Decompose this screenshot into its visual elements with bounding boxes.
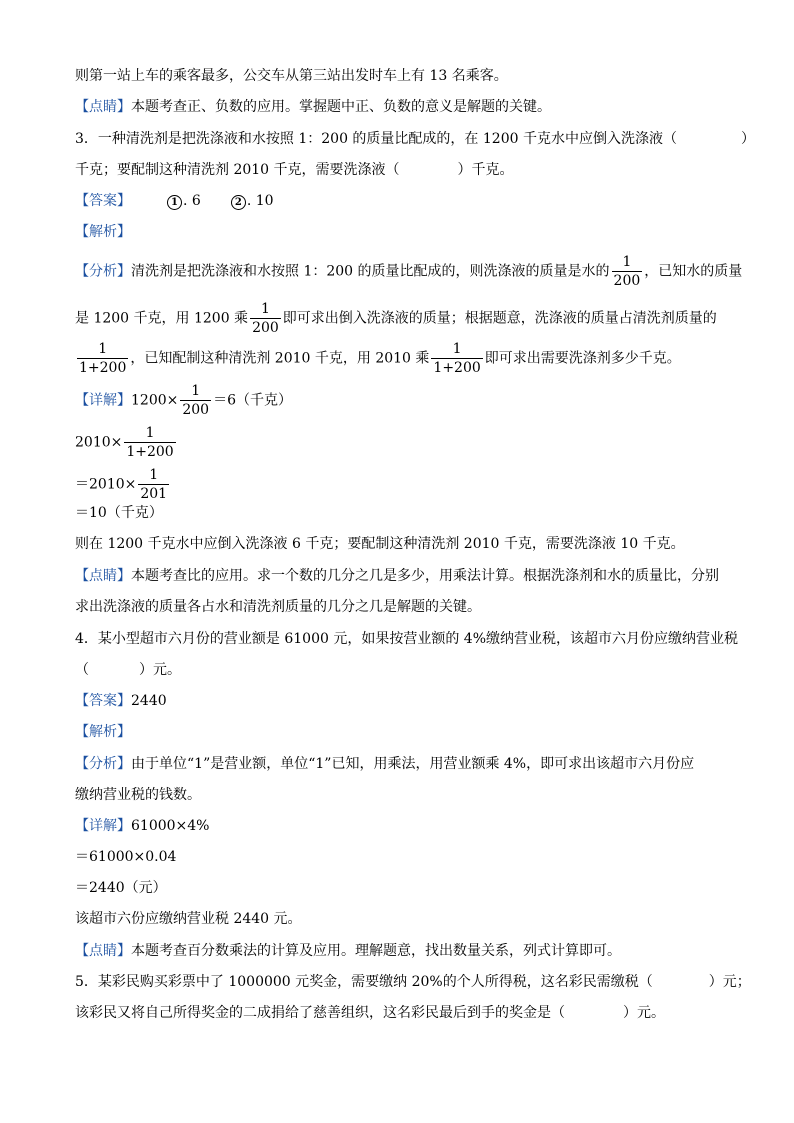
circled-number: 2 [231, 195, 246, 210]
fenxi-q3-line3: $\frac{1}{1+200}$ ，已知配制这种清洗剂 2010 千克，用 2010 乘 $\frac{1}{1+200}$ 即可求出需要洗涤剂多少千克。 [79, 341, 681, 376]
question-4-line1: 4．某小型超市六月份的营业额是 61000 元，如果按营业额的 4%缴纳营业税，该超市六月份应缴纳营业税 [75, 631, 739, 647]
conclusion-q3: 则在 1200 千克水中应倒入洗涤液 6 千克；要配制这种清洗剂 2010 千克，需要洗涤液 10 千克。 [75, 536, 685, 552]
fenxi-q3-line1: 【分析】清洗剂是把洗涤液和水按照 1：200 的质量比配成的，则洗涤液的质量是水的 $\frac{1}{200}$ ，已知水的质量 [75, 254, 743, 289]
answer-q4: 【答案】2440 [75, 693, 167, 709]
question-5-line1: 5．某彩民购买彩票中了 1000000 元奖金，需要缴纳 20%的个人所得税，这名彩民需缴税（ ）元； [75, 974, 751, 990]
fenxi-tag: 【分析】 [75, 263, 131, 280]
fraction: $\frac{1}{201}$ [140, 467, 168, 502]
answer-q3: 【答案】 1 . 6 2 . 10 [75, 193, 274, 209]
fenxi-tag: 【分析】 [75, 756, 131, 772]
xiangjie-q3-line1: 【详解】1200× $\frac{1}{200}$ ＝6（千克） [75, 383, 293, 418]
xiangjie-tag: 【详解】 [75, 392, 131, 409]
xiangjie-q3-line2: 2010× $\frac{1}{1+200}$ [75, 425, 174, 460]
fraction: $\frac{1}{200}$ [613, 254, 641, 289]
fraction: $\frac{1}{200}$ [182, 383, 210, 418]
xiangjie-tag: 【详解】 [75, 818, 131, 834]
question-5-line2: 该彩民又将自己所得奖金的二成捐给了慈善组织，这名彩民最后到手的奖金是（ ）元。 [75, 1005, 665, 1021]
xiangjie-q3-line3: ＝2010× $\frac{1}{201}$ [75, 467, 168, 502]
conclusion-q4: 该超市六份应缴纳营业税 2440 元。 [75, 911, 302, 927]
answer-tag: 【答案】 [75, 193, 131, 209]
dianjing-q3-line1: 【点睛】本题考查比的应用。求一个数的几分之几是多少，用乘法计算。根据洗涤剂和水的质量比，分别 [75, 568, 719, 584]
xiangjie-q3-line4: ＝10（千克） [75, 505, 163, 521]
fraction: $\frac{1}{1+200}$ [433, 341, 481, 376]
fraction: $\frac{1}{1+200}$ [126, 425, 174, 460]
dianjing-q4: 【点睛】本题考查百分数乘法的计算及应用。理解题意，找出数量关系，列式计算即可。 [75, 943, 621, 959]
answer-tag: 【答案】 [75, 693, 131, 709]
fraction: $\frac{1}{200}$ [252, 301, 279, 336]
jiexi-heading: 【解析】 [75, 224, 131, 240]
dianjing-tag: 【点睛】 [75, 943, 131, 959]
dianjing-q2: 【点睛】本题考查正、负数的应用。掌握题中正、负数的意义是解题的关键。 [75, 99, 551, 115]
fenxi-q4-line1: 【分析】由于单位“1”是营业额，单位“1”已知，用乘法，用营业额乘 4%，即可求出该超市六月份应 [75, 756, 695, 772]
text-line: 则第一站上车的乘客最多，公交车从第三站出发时车上有 13 名乘客。 [75, 68, 508, 84]
circled-number: 1 [167, 195, 182, 210]
xiangjie-q4-line3: ＝2440（元） [75, 880, 167, 896]
dianjing-tag: 【点睛】 [75, 568, 131, 584]
dianjing-q3-line2: 求出洗涤液的质量各占水和清洗剂质量的几分之几是解题的关键。 [75, 599, 481, 615]
fraction: $\frac{1}{1+200}$ [79, 341, 127, 376]
question-3-line1: 3．一种清洗剂是把洗涤液和水按照 1：200 的质量比配成的，在 1200 千克水中应倒入洗涤液（ ） [75, 131, 755, 147]
xiangjie-q4-line1: 【详解】61000×4% [75, 818, 210, 834]
fenxi-q3-line2: 是 1200 千克，用 1200 乘 $\frac{1}{200}$ 即可求出倒入洗涤液的质量；根据题意，洗涤液的质量占清洗剂质量的 [75, 301, 717, 336]
dianjing-tag: 【点睛】 [75, 99, 131, 115]
question-4-line2: （ ）元。 [75, 662, 181, 678]
xiangjie-q4-line2: ＝61000×0.04 [75, 849, 177, 865]
fenxi-q4-line2: 缴纳营业税的钱数。 [75, 787, 201, 803]
question-3-line2: 千克；要配制这种清洗剂 2010 千克，需要洗涤液（ ）千克。 [75, 162, 514, 178]
jiexi-heading: 【解析】 [75, 724, 131, 740]
